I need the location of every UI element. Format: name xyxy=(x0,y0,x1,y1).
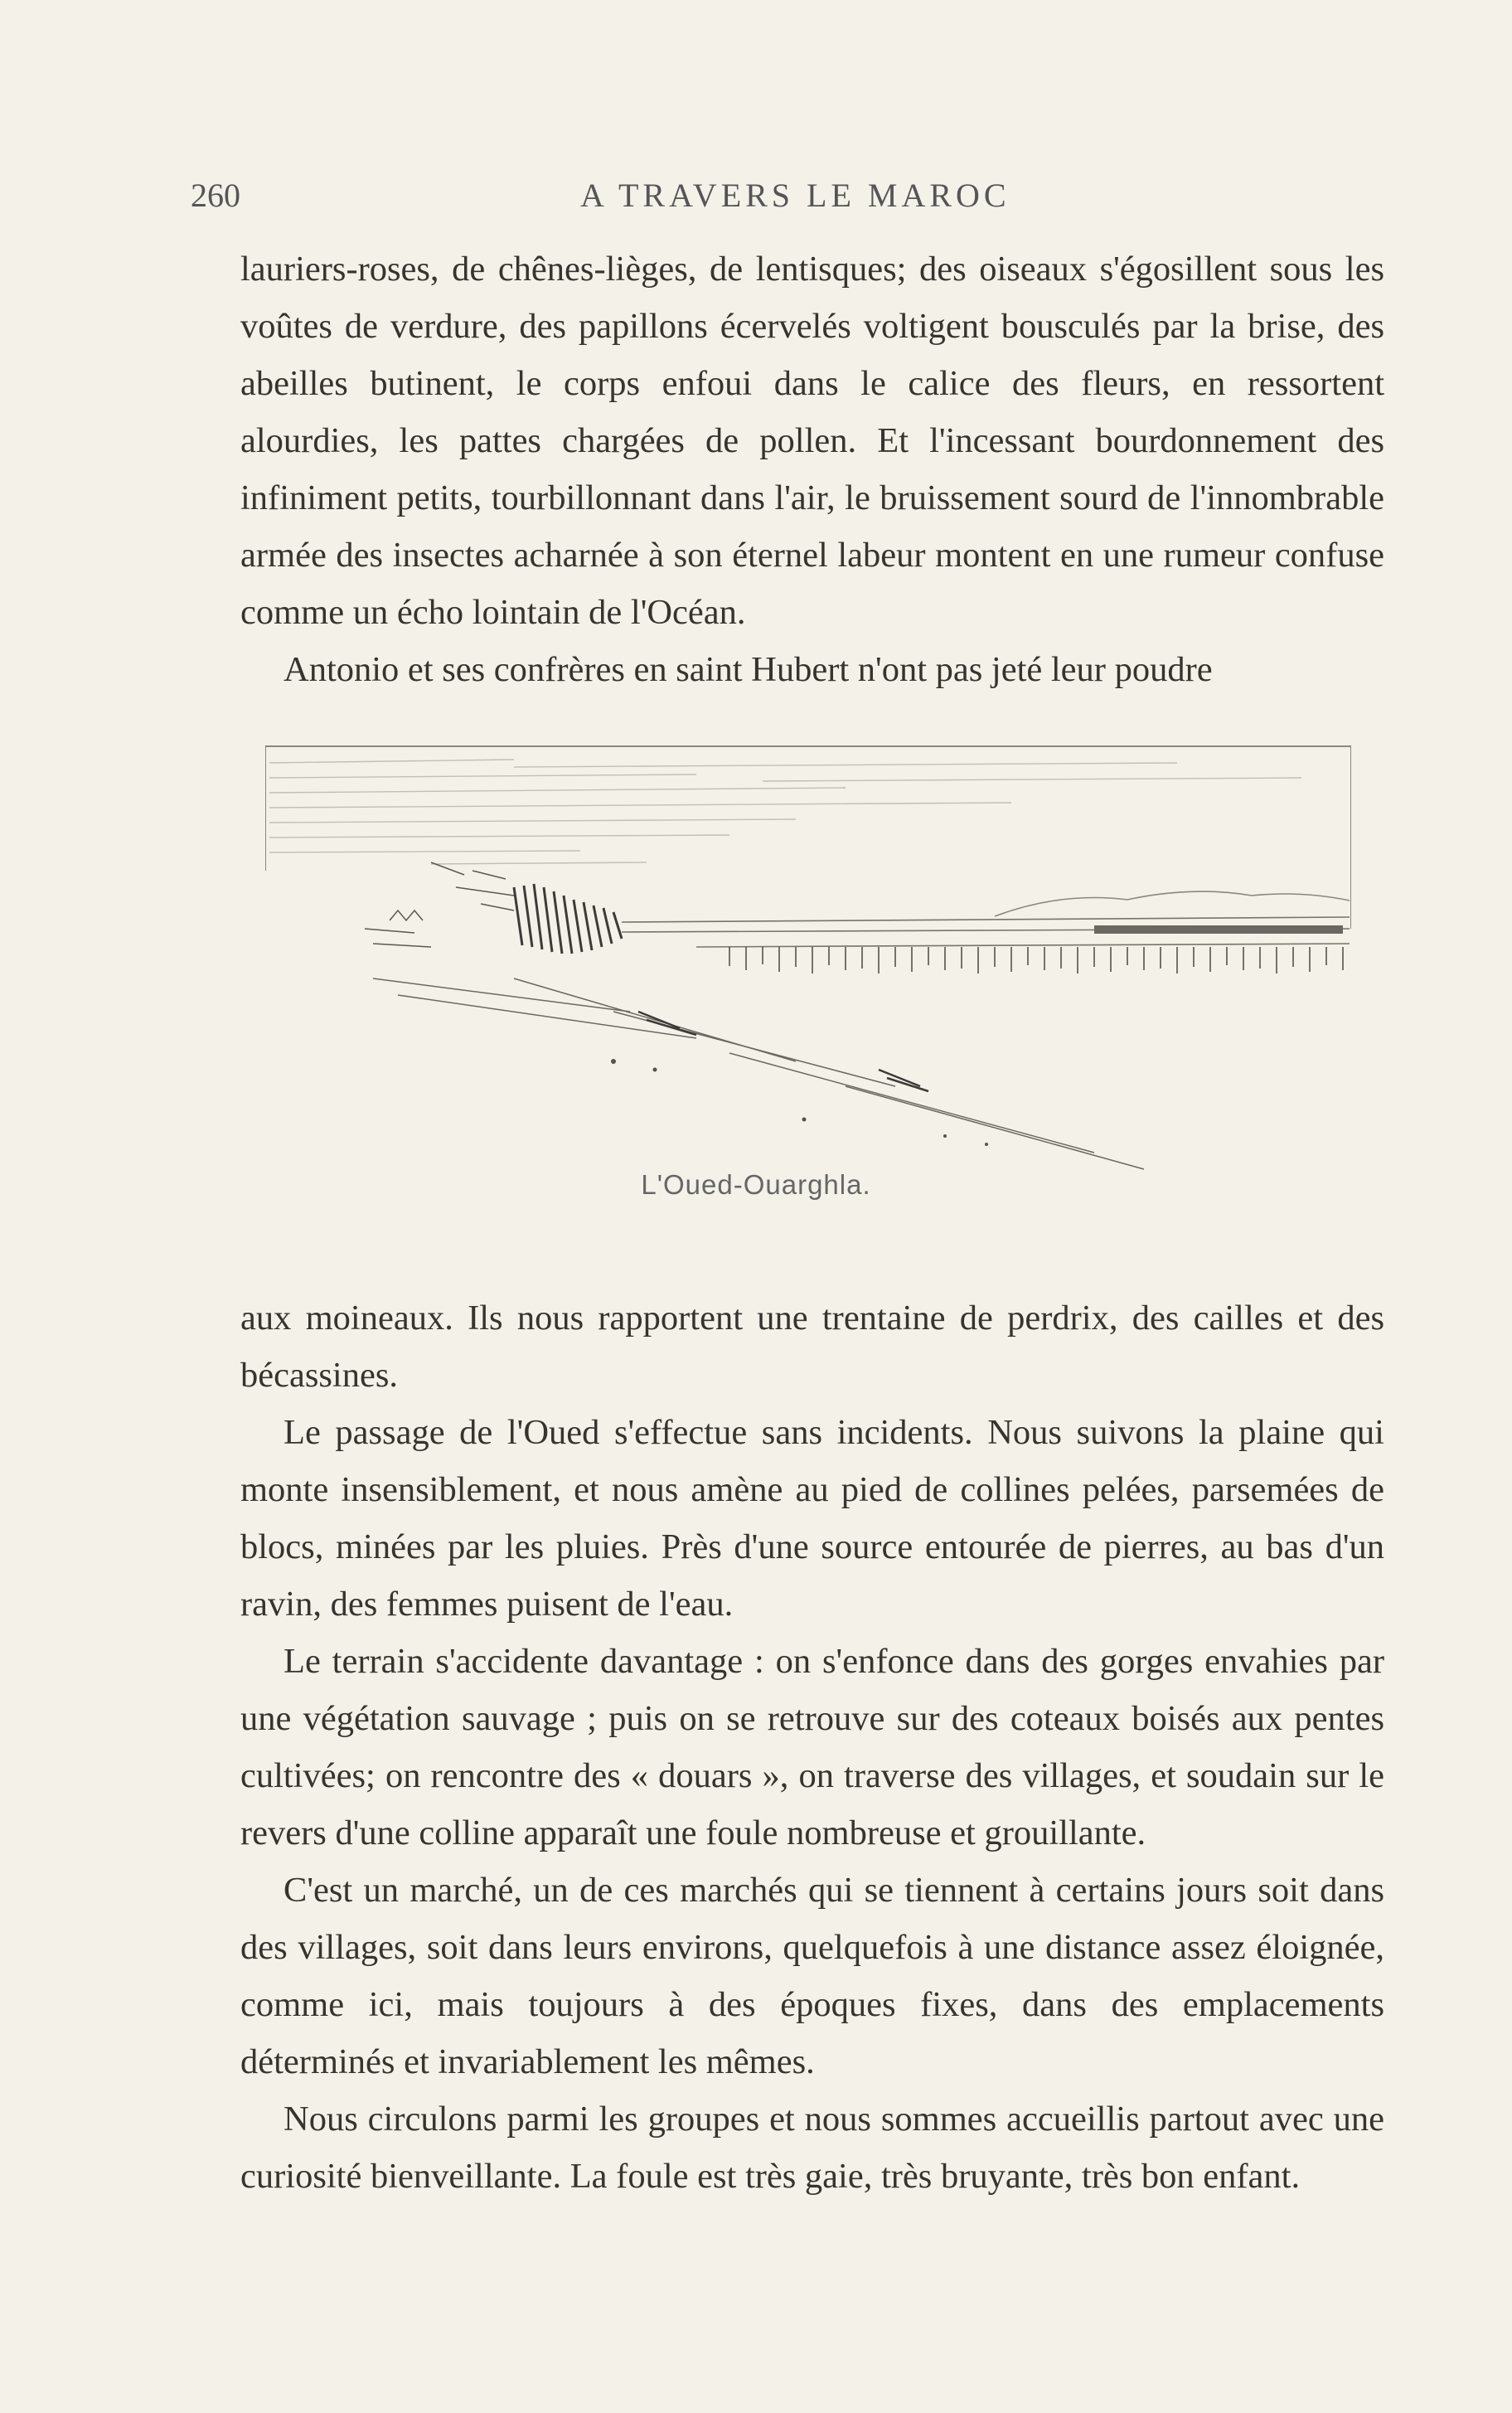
paragraph: lauriers-roses, de chênes-lièges, de lentisques; des oiseaux s'égosillent sous les voûtes de verdure, des papillons écervelés voltigent bousculés par la brise, des abeilles butinent, le corps enfoui dans le calice des fleurs, en ressortent alourdies, les pattes chargées de pollen. Et l'incessant bourdonnement des infiniment petits, tourbillonnant dans l'air, le bruissement sourd de l'innombrable armée des insectes acharnée à son éternel labeur montent en une rumeur confuse comme un écho lointain de l'Océan. xyxy=(240,250,1384,632)
paragraph: aux moineaux. Ils nous rapportent une trentaine de perdrix, des cailles et des bécassines. xyxy=(240,1299,1384,1395)
paragraph: Antonio et ses confrères en saint Hubert n'ont pas jeté leur poudre xyxy=(284,650,1213,689)
running-title: A TRAVERS LE MAROC xyxy=(580,177,1010,214)
landscape-illustration xyxy=(265,730,1351,1177)
figure-caption: L'Oued-Ouarghla. xyxy=(641,1169,871,1200)
paragraph: Nous circulons parmi les groupes et nous sommes accueillis partout avec une curiosité bienveillante. La foule est très gaie, très bruyante, très bon enfant. xyxy=(240,2100,1384,2196)
paragraph: Le terrain s'accidente davantage : on s'enfonce dans des gorges envahies par une végétation sauvage ; puis on se retrouve sur des coteaux boisés aux pentes cultivées; on rencontre des « douars », on traverse des villages, et soudain sur le revers d'une colline apparaît une foule nombreuse et grouillante. xyxy=(240,1642,1384,1852)
paragraph: Le passage de l'Oued s'effectue sans incidents. Nous suivons la plaine qui monte insensiblement, et nous amène au pied de collines pelées, parsemées de blocs, minées par les pluies. Près d'une source entourée de pierres, au bas d'un ravin, des femmes puisent de l'eau. xyxy=(240,1413,1384,1624)
page-number: 260 xyxy=(191,177,240,214)
paragraph: C'est un marché, un de ces marchés qui se tiennent à certains jours soit dans des villages, soit dans leurs environs, quelquefois à une distance assez éloignée, comme ici, mais toujours à des époques fixes, dans des emplacements déterminés et invariablement les mêmes. xyxy=(240,1871,1384,2081)
text-block-bottom xyxy=(240,1289,1384,2205)
text-block-top xyxy=(240,240,1384,698)
